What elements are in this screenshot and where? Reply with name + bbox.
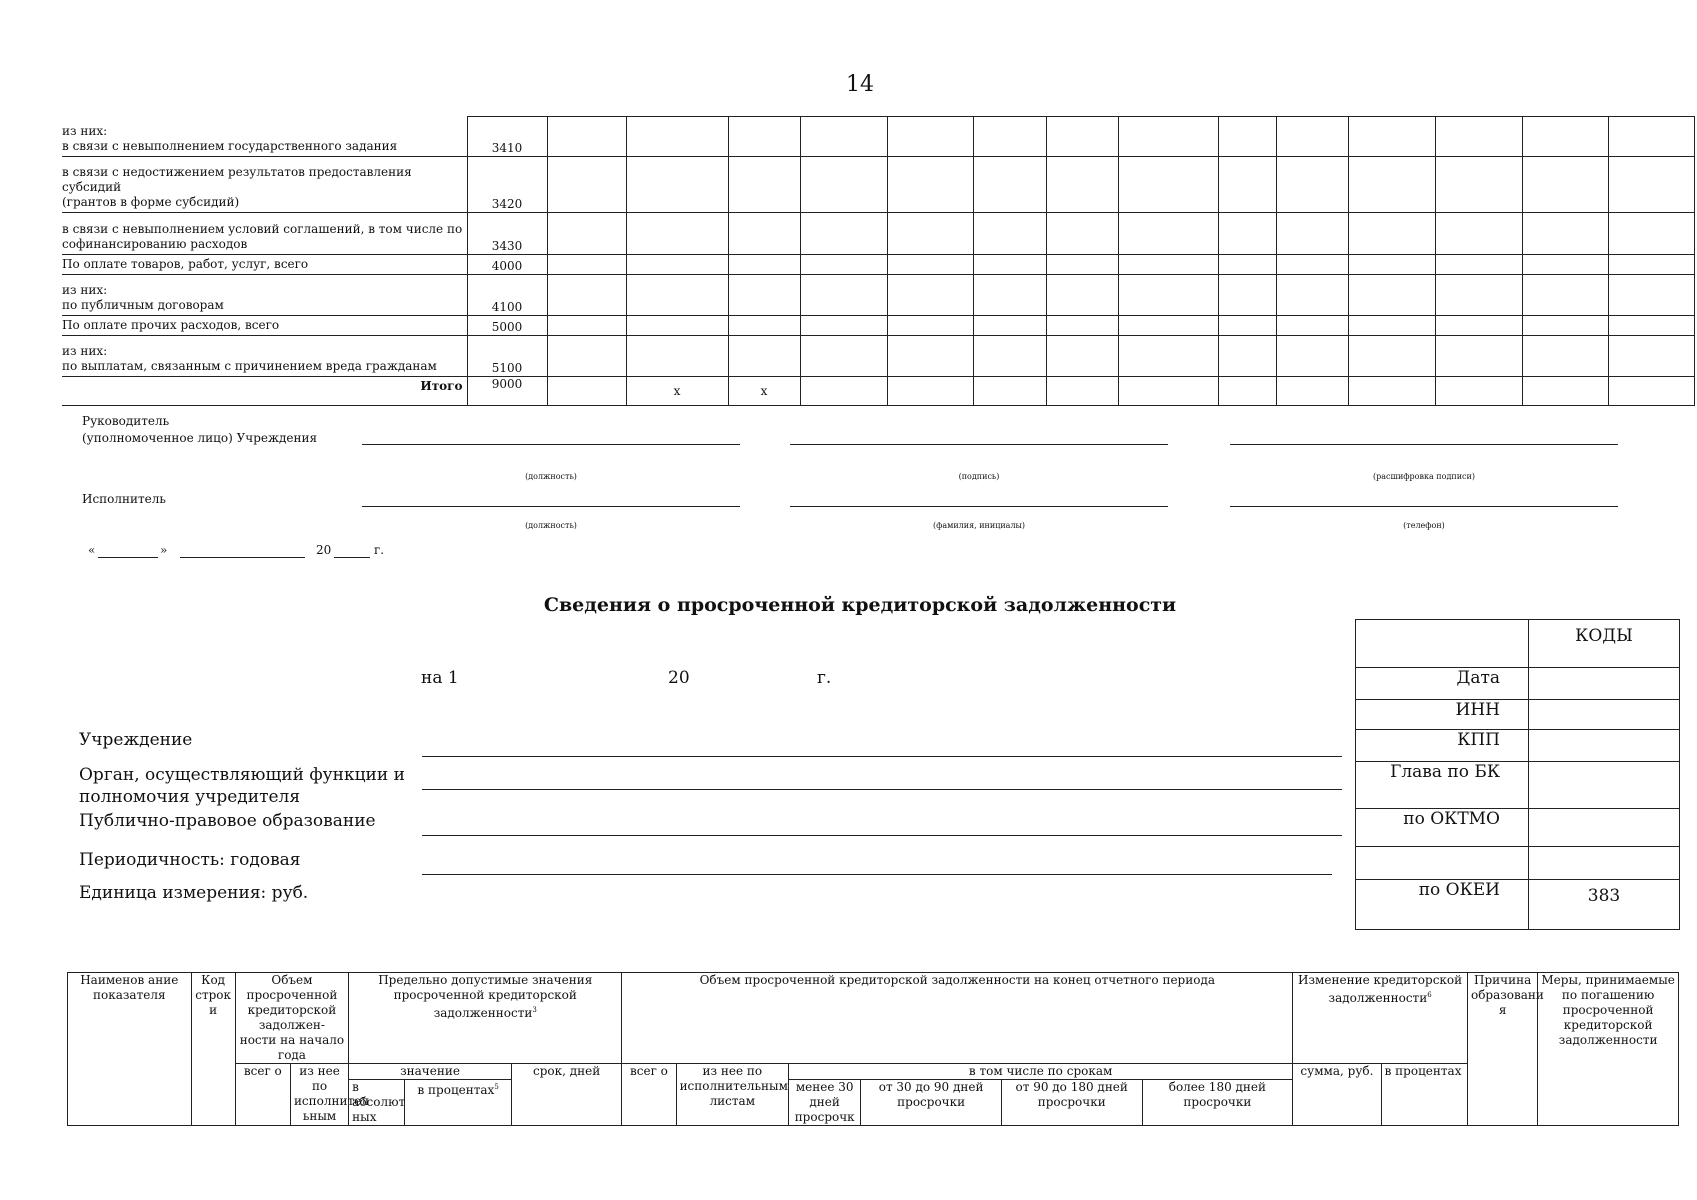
date-open-quote: «	[88, 543, 96, 557]
public-entity-label: Публично-правовое образование	[79, 811, 376, 831]
col-30-90: от 30 до 90 дней просрочки	[861, 1080, 1002, 1126]
row-label	[62, 275, 467, 316]
value-cell[interactable]	[1218, 316, 1276, 336]
code-value-okei: 383	[1529, 880, 1680, 930]
col-gt180: более 180 дней просрочки	[1142, 1080, 1293, 1126]
value-cell[interactable]	[1118, 336, 1218, 377]
value-cell[interactable]	[1046, 213, 1118, 255]
table-row	[62, 157, 1694, 213]
document-title: Сведения о просроченной кредиторской задолженности	[543, 594, 1177, 616]
code-label-empty	[1356, 847, 1529, 880]
value-cell[interactable]	[626, 255, 728, 275]
value-cell[interactable]	[626, 316, 728, 336]
value-cell[interactable]	[1218, 336, 1276, 377]
caption-decode: (расшифровка подписи)	[1373, 472, 1475, 481]
col-of-exec-1: из нее по исполнител ьным	[290, 1064, 348, 1126]
value-cell[interactable]	[1435, 157, 1522, 213]
value-cell[interactable]	[1348, 316, 1435, 336]
value-cell[interactable]	[1046, 316, 1118, 336]
value-cell[interactable]	[626, 336, 728, 377]
value-cell[interactable]	[1218, 255, 1276, 275]
col-volume-end: Объем просроченной кредиторской задолженности на конец отчетного периода	[622, 973, 1293, 1064]
value-cell[interactable]	[1276, 275, 1348, 316]
value-cell[interactable]	[1348, 213, 1435, 255]
organ-label-2: полномочия учредителя	[79, 787, 301, 807]
head-label-2: (уполномоченное лицо) Учреждения	[82, 431, 318, 445]
row-code: 4100	[467, 275, 547, 316]
value-cell[interactable]	[1435, 255, 1522, 275]
value-cell[interactable]	[1276, 117, 1348, 157]
value-cell[interactable]	[1348, 336, 1435, 377]
value-cell[interactable]	[1608, 275, 1694, 316]
value-cell[interactable]	[887, 213, 973, 255]
date-month-line[interactable]	[180, 557, 305, 558]
value-cell[interactable]	[1435, 336, 1522, 377]
value-cell[interactable]	[1276, 255, 1348, 275]
value-cell[interactable]	[728, 275, 800, 316]
value-cell[interactable]	[973, 336, 1046, 377]
caption-phone: (телефон)	[1403, 521, 1445, 530]
value-cell[interactable]	[973, 157, 1046, 213]
col-percent	[405, 1080, 511, 1126]
value-cell[interactable]	[800, 275, 887, 316]
value-cell[interactable]	[547, 316, 626, 336]
unit-label: Единица измерения: руб.	[79, 883, 309, 903]
row-label-line: по публичным договорам	[62, 298, 224, 312]
col-value: значение	[349, 1064, 512, 1080]
value-cell[interactable]	[1435, 275, 1522, 316]
value-cell[interactable]	[728, 157, 800, 213]
row-code: 4000	[467, 255, 547, 275]
value-cell[interactable]	[1348, 117, 1435, 157]
total-row	[62, 377, 1694, 406]
value-cell[interactable]	[1608, 377, 1694, 406]
value-cell[interactable]	[887, 275, 973, 316]
col-term: срок, дней	[511, 1064, 621, 1126]
value-cell[interactable]	[1608, 157, 1694, 213]
value-cell[interactable]	[626, 213, 728, 255]
value-cell[interactable]	[547, 275, 626, 316]
code-value-empty[interactable]	[1529, 847, 1680, 880]
value-cell[interactable]	[800, 157, 887, 213]
value-cell[interactable]	[1435, 117, 1522, 157]
row-label	[62, 255, 467, 275]
value-cell[interactable]	[1348, 377, 1435, 406]
col-change-text: Изменение кредиторской задолженности	[1298, 973, 1463, 1005]
value-cell[interactable]	[1276, 213, 1348, 255]
value-cell[interactable]	[887, 377, 973, 406]
col-limits-footnote: 3	[532, 1006, 537, 1014]
value-cell[interactable]	[1522, 157, 1608, 213]
organ-label-1: Орган, осуществляющий функции и	[79, 765, 405, 785]
row-code: 3410	[467, 117, 547, 157]
col-of-exec-2: из нее по исполнительным листам	[676, 1064, 788, 1126]
value-cell[interactable]	[1046, 275, 1118, 316]
row-label-line: По оплате товаров, работ, услуг, всего	[62, 257, 309, 271]
value-cell[interactable]	[887, 336, 973, 377]
table-row	[62, 255, 1694, 275]
code-value-glava[interactable]	[1529, 762, 1680, 809]
row-code: 3420	[467, 157, 547, 213]
value-cell[interactable]	[1608, 316, 1694, 336]
value-cell[interactable]	[1046, 336, 1118, 377]
date-close-quote: »	[160, 543, 168, 557]
value-cell[interactable]	[1218, 377, 1276, 406]
page-number: 14	[846, 72, 874, 97]
value-cell[interactable]	[1276, 377, 1348, 406]
value-cell[interactable]	[887, 316, 973, 336]
row-label-line: (грантов в форме субсидий)	[62, 195, 240, 209]
col-in-percent: в процентах	[1381, 1064, 1467, 1126]
row-label-line: из них:	[62, 124, 108, 138]
code-label-oktmo: по ОКТМО	[1356, 809, 1529, 847]
caption-signature: (подпись)	[958, 472, 1000, 481]
row-code: 3430	[467, 213, 547, 255]
value-cell[interactable]	[1276, 316, 1348, 336]
col-limits-text: Предельно допустимые значения просроченной кредиторской задолженности	[378, 973, 593, 1020]
row-label-line: из них:	[62, 283, 108, 297]
col-total-1: всег о	[235, 1064, 290, 1126]
head-decode-line[interactable]	[1230, 444, 1618, 445]
value-cell[interactable]	[1046, 255, 1118, 275]
code-label-inn: ИНН	[1356, 700, 1529, 730]
row-label-line: в связи с недостижением результатов предоставления	[62, 165, 412, 179]
executor-name-line[interactable]	[790, 506, 1168, 507]
value-cell[interactable]	[547, 117, 626, 157]
col-lt30: менее 30 дней просрочк	[789, 1080, 861, 1126]
value-cell[interactable]	[1522, 117, 1608, 157]
value-cell[interactable]	[1608, 213, 1694, 255]
col-sum: сумма, руб.	[1293, 1064, 1381, 1126]
col-by-terms: в том числе по срокам	[789, 1064, 1293, 1080]
value-cell[interactable]	[1218, 157, 1276, 213]
total-label: Итого	[62, 377, 467, 406]
periodicity-label: Периодичность: годовая	[79, 850, 301, 870]
value-cell[interactable]	[547, 377, 626, 406]
table-row	[62, 117, 1694, 157]
value-cell[interactable]	[1435, 213, 1522, 255]
overdue-table-header	[67, 972, 1679, 1126]
code-value-kpp[interactable]	[1529, 730, 1680, 762]
value-cell[interactable]	[1118, 275, 1218, 316]
table-row	[62, 213, 1694, 255]
value-cell[interactable]	[728, 255, 800, 275]
date-year: 20	[668, 668, 690, 688]
code-value-inn[interactable]	[1529, 700, 1680, 730]
value-cell[interactable]	[1218, 213, 1276, 255]
row-label-line: субсидий	[62, 180, 122, 194]
value-cell[interactable]	[1118, 377, 1218, 406]
value-cell[interactable]	[1522, 213, 1608, 255]
value-cell[interactable]	[1435, 377, 1522, 406]
table-row	[62, 316, 1694, 336]
col-measures: Меры, принимаемые по погашению просроченной кредиторской задолженности	[1538, 973, 1679, 1126]
value-cell[interactable]	[1348, 275, 1435, 316]
value-cell[interactable]	[1276, 336, 1348, 377]
value-cell[interactable]	[1608, 255, 1694, 275]
code-label-date: Дата	[1356, 668, 1529, 700]
col-percent-footnote: 5	[494, 1083, 499, 1091]
code-label-glava: Глава по БК	[1356, 762, 1529, 809]
col-reason: Причина образовани я	[1467, 973, 1537, 1126]
periodicity-line	[422, 874, 1332, 875]
value-cell[interactable]	[973, 377, 1046, 406]
value-cell[interactable]	[728, 213, 800, 255]
codes-empty	[1356, 620, 1529, 668]
col-percent-text: в процентах	[417, 1083, 495, 1097]
date-year-prefix: 20	[316, 543, 332, 557]
top-table	[62, 116, 1695, 406]
row-label	[62, 213, 467, 255]
value-cell[interactable]	[1522, 316, 1608, 336]
col-code: Код строк и	[191, 973, 235, 1126]
caption-position: (должность)	[525, 472, 577, 481]
value-cell[interactable]	[1218, 117, 1276, 157]
value-cell[interactable]	[973, 117, 1046, 157]
value-cell[interactable]	[1522, 336, 1608, 377]
row-label-line: По оплате прочих расходов, всего	[62, 318, 280, 332]
value-cell[interactable]	[547, 336, 626, 377]
value-cell[interactable]	[547, 255, 626, 275]
value-cell[interactable]	[1608, 117, 1694, 157]
value-cell[interactable]	[1046, 157, 1118, 213]
institution-line[interactable]	[422, 756, 1342, 757]
head-label-1: Руководитель	[82, 414, 170, 428]
row-label-line: в связи с невыполнением государственного задания	[62, 139, 398, 153]
value-cell[interactable]	[973, 275, 1046, 316]
value-cell[interactable]	[1118, 255, 1218, 275]
code-value-oktmo[interactable]	[1529, 809, 1680, 847]
codes-header: КОДЫ	[1529, 620, 1680, 668]
row-code: 5000	[467, 316, 547, 336]
value-cell[interactable]	[1608, 336, 1694, 377]
value-cell[interactable]	[1218, 275, 1276, 316]
codes-box	[1355, 619, 1680, 930]
caption-name: (фамилия, инициалы)	[932, 521, 1026, 530]
head-position-line[interactable]	[362, 444, 740, 445]
code-label-kpp: КПП	[1356, 730, 1529, 762]
value-cell[interactable]	[800, 336, 887, 377]
value-cell[interactable]	[1522, 255, 1608, 275]
value-cell[interactable]	[1348, 157, 1435, 213]
row-label	[62, 316, 467, 336]
value-cell[interactable]	[887, 157, 973, 213]
organ-line[interactable]	[422, 789, 1342, 790]
value-cell[interactable]	[1348, 255, 1435, 275]
col-total-2: всег о	[622, 1064, 676, 1126]
value-cell[interactable]	[800, 117, 887, 157]
date-day-line[interactable]	[98, 557, 158, 558]
row-label	[62, 336, 467, 377]
executor-label: Исполнитель	[82, 492, 166, 506]
head-signature-line[interactable]	[790, 444, 1168, 445]
value-cell[interactable]	[626, 275, 728, 316]
col-abs: в абсолют ных	[349, 1080, 405, 1126]
value-cell[interactable]	[1118, 213, 1218, 255]
code-label-okei: по ОКЕИ	[1356, 880, 1529, 930]
value-cell[interactable]	[1118, 157, 1218, 213]
date-suffix: г.	[817, 668, 832, 688]
value-cell[interactable]	[547, 157, 626, 213]
table-row	[62, 336, 1694, 377]
row-label	[62, 157, 467, 213]
total-x-mark: x	[626, 377, 728, 406]
value-cell[interactable]	[1435, 316, 1522, 336]
row-label-line: софинансированию расходов	[62, 237, 248, 251]
value-cell[interactable]	[800, 316, 887, 336]
value-cell[interactable]	[728, 336, 800, 377]
value-cell[interactable]	[626, 157, 728, 213]
date-g: г.	[374, 543, 385, 557]
col-volume-start: Объем просроченной кредиторской задолжен- ности на начало года	[235, 973, 348, 1064]
col-limits	[349, 973, 622, 1064]
date-prefix: на 1	[421, 668, 459, 688]
row-label-line: из них:	[62, 344, 108, 358]
code-value-date[interactable]	[1529, 668, 1680, 700]
executor-position-line[interactable]	[362, 506, 740, 507]
caption-position-2: (должность)	[525, 521, 577, 530]
institution-label: Учреждение	[79, 730, 193, 750]
col-name: Наименов ание показателя	[68, 973, 192, 1126]
value-cell[interactable]	[1046, 117, 1118, 157]
value-cell[interactable]	[1522, 377, 1608, 406]
table-row	[62, 275, 1694, 316]
col-90-180: от 90 до 180 дней просрочки	[1001, 1080, 1142, 1126]
value-cell[interactable]	[973, 316, 1046, 336]
public-entity-line[interactable]	[422, 835, 1342, 836]
executor-phone-line[interactable]	[1230, 506, 1618, 507]
total-x-mark: x	[728, 377, 800, 406]
value-cell[interactable]	[1276, 157, 1348, 213]
row-label-line: по выплатам, связанным с причинением вреда гражданам	[62, 359, 437, 373]
value-cell[interactable]	[626, 117, 728, 157]
row-label-line: в связи с невыполнением условий соглашений, в том числе по	[62, 222, 463, 236]
value-cell[interactable]	[800, 255, 887, 275]
value-cell[interactable]	[1522, 275, 1608, 316]
value-cell[interactable]	[800, 377, 887, 406]
value-cell[interactable]	[547, 213, 626, 255]
row-code: 5100	[467, 336, 547, 377]
date-year-line[interactable]	[334, 557, 370, 558]
row-label	[62, 117, 467, 157]
value-cell[interactable]	[728, 117, 800, 157]
value-cell[interactable]	[800, 213, 887, 255]
value-cell[interactable]	[1118, 117, 1218, 157]
value-cell[interactable]	[728, 316, 800, 336]
value-cell[interactable]	[973, 213, 1046, 255]
value-cell[interactable]	[973, 255, 1046, 275]
col-change	[1293, 973, 1468, 1064]
total-code: 9000	[467, 377, 547, 406]
value-cell[interactable]	[1118, 316, 1218, 336]
col-change-footnote: 6	[1427, 991, 1432, 999]
value-cell[interactable]	[1046, 377, 1118, 406]
value-cell[interactable]	[887, 255, 973, 275]
value-cell[interactable]	[887, 117, 973, 157]
